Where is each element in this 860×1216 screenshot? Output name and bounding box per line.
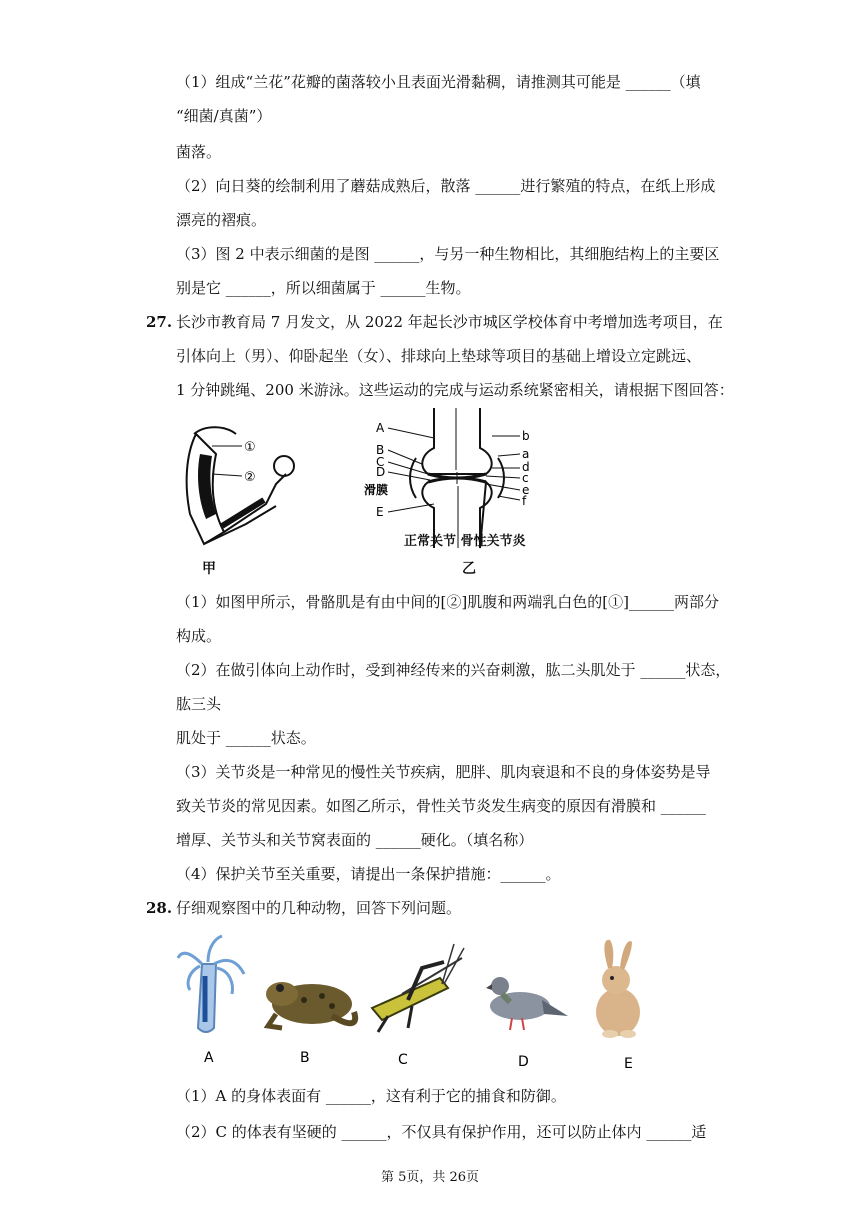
animal-label-A: A — [204, 1050, 214, 1066]
figure-yi-sublabel: 正常关节 骨性关节炎 — [404, 534, 526, 549]
hydra-illustration — [178, 936, 244, 1032]
q27-sub3-line3: 增厚、关节头和关节窝表面的 ______硬化。（填名称） — [176, 831, 534, 849]
page-footer: 第 5页，共 26页 — [380, 1170, 480, 1185]
q28-sub1: （1）A 的身体表面有 ______，这有利于它的捕食和防御。 — [176, 1087, 566, 1105]
knee-label-e: e — [522, 483, 530, 497]
q27-sub2-line2: 肱三头 — [176, 695, 222, 713]
q27-sub3-line1: （3）关节炎是一种常见的慢性关节疾病，肥胖、肌肉衰退和不良的身体姿势是导 — [176, 763, 711, 781]
q27-intro-line1: 长沙市教育局 7 月发文，从 2022 年起长沙市城区学校体育中考增加选考项目，在 — [176, 313, 723, 331]
knee-label-B: B — [376, 443, 385, 457]
q27-sub1-line1: （1）如图甲所示，骨骼肌是有由中间的[②]肌腹和两端乳白色的[①]______两部分 — [176, 593, 719, 611]
animal-label-C: C — [398, 1052, 408, 1068]
q26-part2-line1: （2）向日葵的绘制利用了蘑菇成熟后，散落 ______进行繁殖的特点，在纸上形成 — [176, 177, 716, 195]
q28-intro: 仔细观察图中的几种动物，回答下列问题。 — [176, 899, 462, 917]
animal-label-D: D — [518, 1054, 529, 1070]
q27-sub3-line2: 致关节炎的常见因素。如图乙所示，骨性关节炎发生病变的原因有滑膜和 ______ — [176, 797, 706, 815]
animal-label-E: E — [624, 1056, 633, 1072]
q27-intro-line3: 1 分钟跳绳、200 米游泳。这些运动的完成与运动系统紧密相关，请根据下图回答： — [176, 381, 734, 399]
q26-part1-line1: （1）组成“兰花”花瓣的菌落较小且表面光滑黏稠，请推测其可能是 ______（填 — [176, 73, 701, 91]
arm-marker-1: ① — [244, 440, 256, 455]
figure-jia-caption: 甲 — [202, 561, 216, 577]
knee-label-a: a — [522, 447, 530, 461]
q26-part3-line2: 别是它 ______，所以细菌属于 ______生物。 — [176, 279, 471, 297]
arm-marker-2: ② — [244, 470, 256, 485]
frog-illustration — [266, 982, 355, 1028]
q27-sub1-line2: 构成。 — [176, 627, 222, 645]
q27-intro-line2: 引体向上（男）、仰卧起坐（女）、排球向上垫球等项目的基础上增设立定跳远、 — [176, 347, 702, 365]
knee-label-d: d — [522, 460, 530, 474]
q28-number: 28. — [146, 899, 173, 917]
rabbit-illustration — [596, 940, 640, 1038]
knee-label-b: b — [522, 429, 530, 443]
knee-label-C: C — [376, 455, 385, 469]
animal-label-B: B — [300, 1050, 310, 1066]
q26-part1-line2: “细菌/真菌”） — [176, 107, 272, 125]
figure-yi-caption: 乙 — [462, 561, 476, 577]
knee-label-A: A — [376, 421, 385, 435]
knee-label-f: f — [522, 494, 527, 508]
q26-part1-line3: 菌落。 — [176, 143, 222, 161]
figure-arm-muscle — [176, 414, 326, 574]
grasshopper-illustration — [372, 944, 464, 1032]
q26-part3-line1: （3）图 2 中表示细菌的是图 ______，与另一种生物相比，其细胞结构上的主要区 — [176, 245, 720, 263]
q27-number: 27. — [146, 313, 173, 331]
q27-sub2-line3: 肌处于 ______状态。 — [176, 729, 316, 747]
q28-sub2: （2）C 的体表有坚硬的 ______，不仅具有保护作用，还可以防止体内 ______适 — [176, 1123, 707, 1141]
knee-label-huamo: 滑膜 — [364, 483, 389, 497]
q27-sub2-line1: （2）在做引体向上动作时，受到神经传来的兴奋刺激，肱二头肌处于 ______状态， — [176, 661, 731, 679]
q27-sub4-line1: （4）保护关节至关重要，请提出一条保护措施：______。 — [176, 865, 561, 883]
figure-animals — [172, 928, 672, 1078]
q26-part2-line2: 漂亮的褶痕。 — [176, 211, 267, 229]
knee-label-D: D — [376, 465, 386, 479]
knee-label-c: c — [522, 471, 529, 485]
pigeon-illustration — [486, 977, 568, 1030]
knee-label-E: E — [376, 505, 384, 519]
